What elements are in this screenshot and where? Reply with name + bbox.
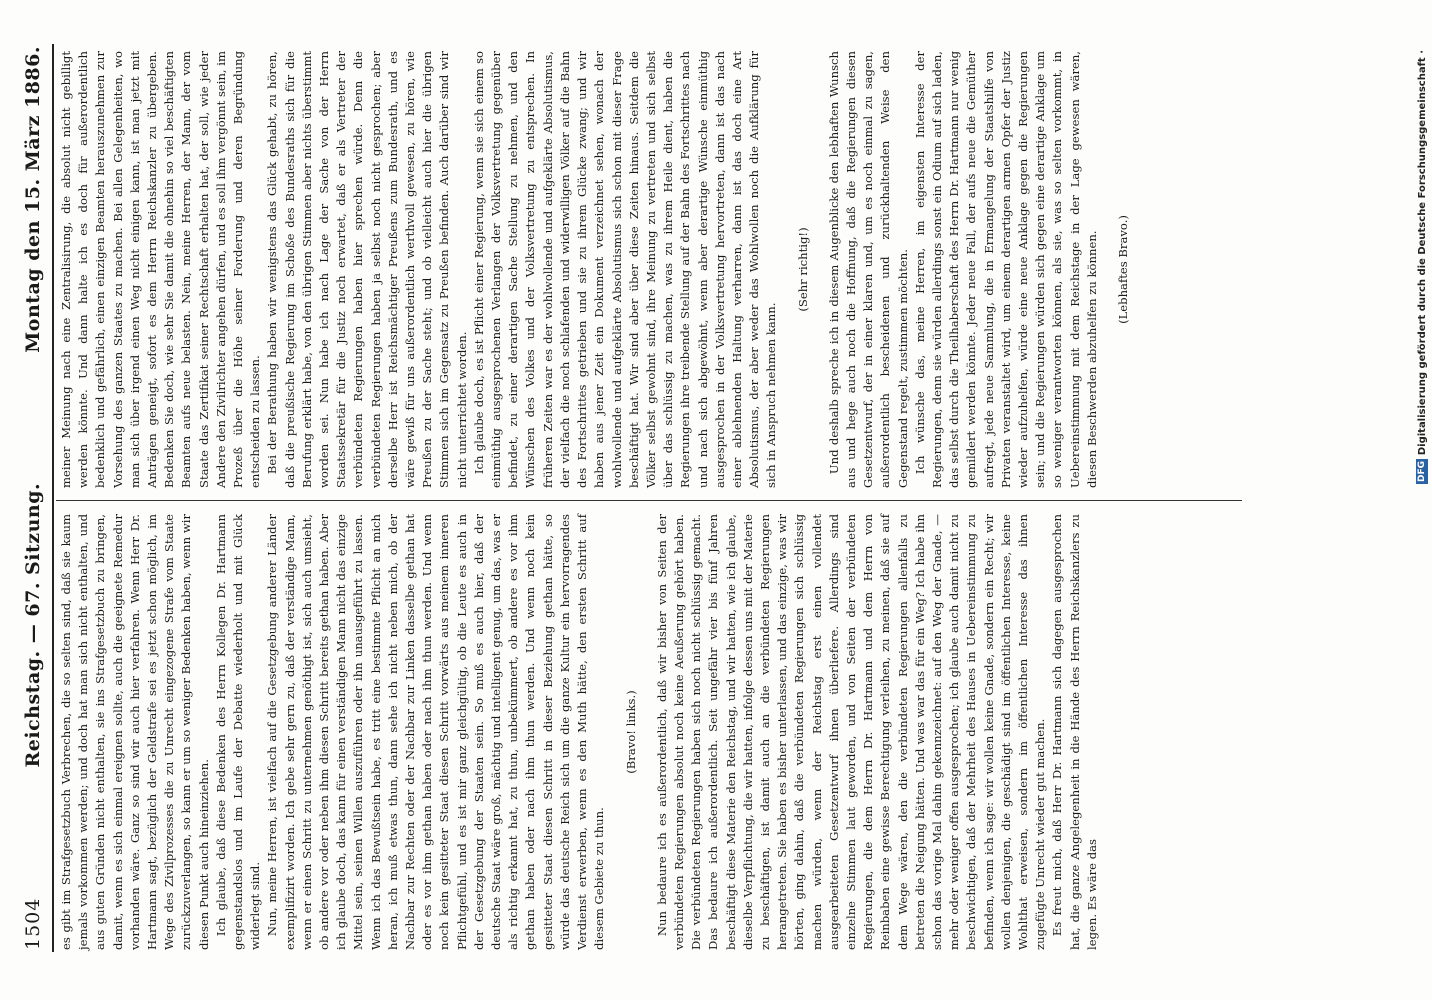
applause-note: (Sehr richtig!): [795, 227, 810, 312]
header-rule: [52, 44, 54, 952]
paragraph: meiner Meinung nach eine Zentralisirung, die absolut nicht gebilligt werden könnte. Und dann halte ich es doch für außerordentlich bedenklich und gefährlich, einen einzigen Beamten herauszunehmen zur Vorsehung des ganzen Staates zu machen. Bei allen Gelegenheiten, wo man sich über irgend einen Weg nicht einigen kann, ist man jetzt mit Anträgen geneigt, sofort es dem Herrn Reichskanzler zu übergeben. Bedenken Sie doch, wie sehr Sie damit die ohnehin so viel beschäftigten Beamten aufs neue belasten. Nein, meine Herren, der Mann, der vom Staate das Zertifikat seiner Rechtschaft erhalten hat, der soll, wie jeder Andere den Zivilrichter angehen dürfen, und es soll ihm vergönnt sein, im Prozeß über die Höhe seiner Forderung und deren Begründung entscheiden zu lassen.: [59, 50, 263, 488]
applause-note: (Bravo! links.): [623, 690, 638, 774]
paragraph: Ich glaube, daß diese Bedenken des Herrn Kollegen Dr. Hartmann gegenstandslos und im Laufe der Debatte wiederholt und mit Glück widerlegt sind.: [213, 514, 263, 950]
session-title: Reichstag. — 67. Sitzung.: [22, 482, 44, 768]
digitization-credit: [1412, 0, 1432, 1000]
credit-text: Digitalisierung gefördert durch die Deutsche Forschungsgemeinschaft ·: [1416, 50, 1428, 456]
column-rule: [56, 500, 1242, 501]
left-column: [58, 514, 1101, 950]
paragraph: Ich glaube doch, es ist Pflicht einer Regierung, wenn sie sich einem so einmüthig ausgesprochenen Verlangen der Volksvertretung gegenüber befindet, zu einer derartigen Sache Stellung zu nehmen, und den Wünschen des Volkes und der Volksvertretung zu entsprechen. In früheren Zeiten war es der wohlwollende und aufgeklärte Absolutismus, der vielfach die noch schlafenden und widerwilligen Völker auf die Bahn des Fortschrittes getrieben und sie zu ihrem Glücke zwang; und wir haben aus jener Zeit ein Dokument verzeichnet sehen, wonach der wohlwollende und aufgeklärte Absolutismus sich schon mit dieser Frage beschäftigt hat. Wir sind aber über diese Zeiten hinaus. Seitdem die Völker selbst gewohnt sind, ihre Meinung zu vertreten und sich selbst über das schlüssig zu machen, was zu ihrem Heile dient, haben die Regierungen ihre treibende Stellung auf der Bahn des Fortschrittes nach und nach sich abgewöhnt, wenn aber derartige Wünsche einmüthig ausgesprochen in der Volksvertretung hervortreten, dann ist das nach einer ablehnenden Haltung verharren, dann ist das doch eine Art Absolutismus, der aber weder das Wohlwollen noch die Aufklärung für sich in Anspruch nehmen kann.: [471, 51, 779, 488]
paragraph: Nun, meine Herren, ist vielfach auf die Gesetzgebung anderer Länder exemplifizirt worden. Ich gebe sehr gern zu, daß der verständige Mann, wenn er einen Schritt zu unternehmen genöthigt ist, sich auch umsieht, ob andere vor oder neben ihm diesen Schritt bereits gethan haben. Aber ich glaube doch, das kann für einen verständigen Mann nicht das einzige Mittel sein, seinen Willen auszuführen oder ihn unausgeführt zu lassen. Wenn ich das Bewußtsein habe, es tritt eine bestimmte Pflicht an mich heran, ich muß etwas thun, dann sehe ich nicht neben mich, ob der Nachbar zur Rechten oder der Nachbar zur Linken dasselbe gethan hat oder es vor ihm gethan haben oder nach ihm thun werden. Und wenn noch kein gesitteter Staat diesen Schritt vorwärts aus meinem inneren Pflichtgefühl, und es ist mir ganz gleichgültig, ob die Leute es auch in der Gesetzgebung der Staaten sein. So muß es auch hier, daß der deutsche Staat wäre groß, mächtig und intelligent genug, um das, was er als richtig erkannt hat, zu thun, unbekümmert, ob andere es vor ihm gethan haben oder nach ihm thun werden. Und wenn noch kein gesitteter Staat diesen Schritt in dieser Beziehung gethan hätte, so würde das deutsche Reich sich um die ganze Kultur ein hervorragendes Verdienst erwerben, wenn es den Muth hätte, den ersten Schritt auf diesem Gebiete zu thun.: [265, 514, 607, 950]
paragraph: Nun bedaure ich es außerordentlich, daß wir bisher von Seiten der verbündeten Regierungen absolut noch keine Aeußerung gehört haben. Die verbündeten Regierungen haben sich noch nicht schlüssig gemacht. Das bedaure ich außerordentlich. Seit ungefähr vier bis fünf Jahren beschäftigt diese Materie den Reichstag, und wir hatten, wie ich glaube, dieselbe Verpflichtung, die wir hatten, infolge dessen uns mit der Materie zu beschäftigen, ist damit auch an die verbündeten Regierungen herangetreten. Sie haben es bisher unterlassen, und das einzige, was wir hörten, ging dahin, daß die verbündeten Regierungen sich schlüssig machen würden, wenn der Reichstag erst einen vollendet ausgearbeiteten Gesetzentwurf ihnen überliefere. Allerdings sind einzelne Stimmen laut geworden, und von Seiten der verbündeten Regierungen, die dem Herrn Dr. Hartmann und dem Herrn von Reinbaben eine gewisse Berechtigung verleihen, zu meinen, daß sie auf dem Wege wären, den die verbündeten Regierungen allenfalls zu betreten die Neigung hätten. Und was war das für ein Weg? Ich habe ihn schon das vorige Mal dahin gekennzeichnet: auf den Weg der Gnade, — mehr oder weniger offen ausgesprochen; ich glaube auch damit nicht zu beschwichtigen, daß der Mehrheit des Hauses in Uebereinstimmung zu befinden, wenn ich sage: wir wollen keine Gnade, sondern ein Recht; wir wollen denjenigen, die geschädigt sind im öffentlichen Interesse, keine Wohlthat erweisen, sondern im öffentlichen Interesse das ihnen zugefügte Unrecht wieder gut machen.: [654, 514, 1048, 950]
session-date: Montag den 15. März 1886.: [22, 46, 44, 353]
running-head: [18, 46, 48, 950]
paragraph: Und deshalb spreche ich in diesem Augenblicke den lebhaften Wunsch aus und hege auch noch die Hoffnung, daß die Regierungen diesen Gesetzentwurf, der in einer klaren und, um es noch einmal zu sagen, außerordentlich bescheidenen und zurückhaltenden Weise den Gegenstand regelt, zustimmen möchten.: [826, 51, 910, 488]
applause-note: (Lebhaftes Bravo.): [1115, 215, 1130, 324]
paragraph: Ich wünsche das, meine Herren, im eigensten Interesse der Regierungen, denn sie würden allerdings sonst ein Odium auf sich laden, das selbst durch die Theilhaberschaft des Herrn Dr. Hartmann nur wenig gemildert werden könnte. Jeder neue Fall, der aufs neue die Gemüther aufregt, jede neue Sammlung, die in Ermangelung der Staatshilfe von Privaten veranstaltet wird, um einem derartigen armen Opfer der Justiz wieder aufzuhelfen, würde eine neue Anklage gegen die Regierungen sein; und die Regierungen würden sich gegen eine derartige Anklage um so weniger verantworten können, als sie, was so selten vorkommt, in Uebereinstimmung mit dem Reichstage in der Lage gewesen wären, diesen Beschwerden abzuhelfen zu können.: [912, 51, 1099, 488]
right-column: [58, 51, 1146, 488]
paragraph: Es freut mich, daß Herr Dr. Hartmann sich dagegen ausgesprochen hat, die ganze Angelegenheit in die Hände des Herrn Reichskanzlers zu legen. Es wäre das: [1050, 514, 1099, 950]
page-number: 1504: [22, 897, 44, 950]
dfg-logo: DFG: [1417, 461, 1427, 483]
paragraph: es gibt im Strafgesetzbuch Verbrechen, die so selten sind, daß sie kaum jemals vorkommen werden; und doch hat man sich nicht enthalten, und aus guten Gründen nicht enthalten, sie ins Strafgesetzbuch zu bringen, damit, wenn es sich einmal ereignen sollte, auch die geeignete Remedur vorhanden wäre. Ganz so sind wir auch hier verfahren. Wenn Herr Dr. Hartmann sagt, bezüglich der Geldstrafe sei es jetzt schon möglich, im Wege des Zivilprozesses die zu Unrecht eingezogene Strafe vom Staate zurückzuverlangen, so kann er um so weniger Bedenken haben, wenn wir diesen Punkt auch hineinziehen.: [59, 514, 211, 950]
paragraph: Bei der Berathung haben wir wenigstens das Glück gehabt, zu hören, daß die preußische Regierung im Schoße des Bundesraths sich für die Berufung erklärt habe, von den übrigen Stimmen aber nichts überstimmt worden sei. Nun habe ich nach Lage der Sache von der Herrn Staatssekretär für die Justiz noch erwartet, daß er als Vertreter der verbündeten Regierungen haben hier sprechen würde. Denn die verbündeten Regierungen haben ja selbst noch nicht gesprochen; aber derselbe Herr ist Reichsmächtiger Preußens zum Bundesrath, und es wäre gewiß für uns außerordentlich werthvoll gewesen, zu hören, wie Preußen zu der Sache steht; und ob vielleicht auch hier die übrigen Stimmen sich im Gegensatz zu Preußen befinden. Auch darüber sind wir nicht unterrichtet worden.: [265, 51, 469, 488]
